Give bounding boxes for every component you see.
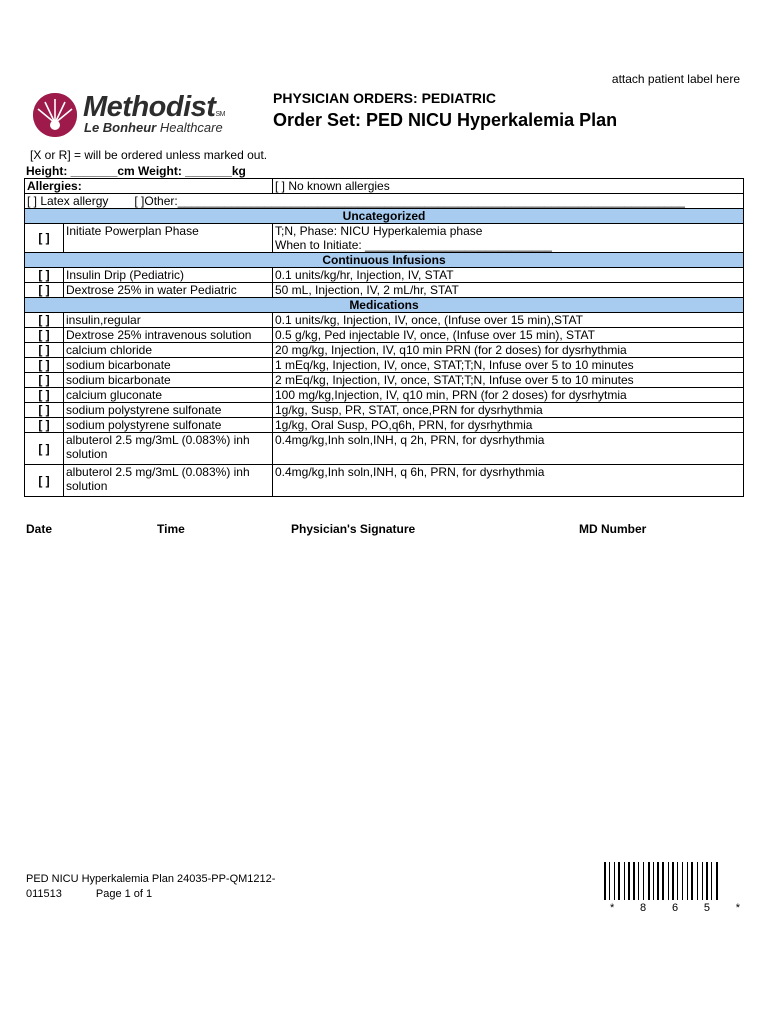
barcode-bar	[716, 862, 718, 900]
table-row	[25, 328, 744, 343]
barcode-char: *	[735, 902, 740, 914]
table-row	[25, 388, 744, 403]
order-checkbox[interactable]: [ ]	[25, 328, 64, 343]
section-medications: Medications	[25, 298, 744, 313]
methodist-emblem-icon	[33, 93, 77, 137]
barcode-bar	[702, 862, 703, 900]
table-row	[25, 343, 744, 358]
barcode-char: *	[610, 902, 615, 914]
page-number: Page 1 of 1	[95, 888, 153, 900]
order-detail: 0.1 units/kg, Injection, IV, once, (Infuse over 15 min),STAT	[273, 313, 744, 328]
barcode-bar	[697, 862, 698, 900]
order-checkbox[interactable]: [ ]	[25, 465, 64, 497]
barcode-bar	[668, 862, 669, 900]
methodist-logo	[33, 93, 263, 141]
order-name: sodium bicarbonate	[64, 358, 273, 373]
order-detail-line: T;N, Phase: NICU Hyperkalemia phase	[275, 224, 483, 238]
order-detail: 1g/kg, Oral Susp, PO,q6h, PRN, for dysrhythmia	[273, 418, 744, 433]
section-continuous-infusions: Continuous Infusions	[25, 253, 744, 268]
order-checkbox[interactable]: [ ]	[25, 268, 64, 283]
table-row	[25, 313, 744, 328]
latex-allergy-checkbox[interactable]: [ ] Latex allergy	[27, 194, 109, 208]
order-name: Insulin Drip (Pediatric)	[64, 268, 273, 283]
allergies-label: Allergies:	[25, 179, 273, 194]
barcode	[604, 862, 744, 900]
order-detail: 0.1 units/kg/hr, Injection, IV, STAT	[273, 268, 744, 283]
legend-text: [X or R] = will be ordered unless marked out.	[30, 148, 268, 162]
barcode-bar	[618, 862, 620, 900]
order-checkbox[interactable]: [ ]	[25, 358, 64, 373]
height-weight-line[interactable]: Height: _______cm Weight: _______kg	[26, 164, 246, 178]
order-checkbox[interactable]: [ ]	[25, 433, 64, 465]
barcode-bar	[624, 862, 625, 900]
date-label: Date	[26, 522, 53, 536]
logo-sm-mark: SM	[215, 111, 225, 118]
order-name: sodium polystyrene sulfonate	[64, 418, 273, 433]
order-detail: 0.5 g/kg, Ped injectable IV, once, (Infuse over 15 min), STAT	[273, 328, 744, 343]
order-checkbox[interactable]: [ ]	[25, 403, 64, 418]
order-detail: 2 mEq/kg, Injection, IV, once, STAT;T;N, Infuse over 5 to 10 minutes	[273, 373, 744, 388]
footer	[26, 872, 275, 902]
allergy-options-row	[25, 194, 744, 209]
order-name: calcium chloride	[64, 343, 273, 358]
barcode-char: 8	[640, 902, 647, 914]
order-detail: 1g/kg, Susp, PR, STAT, once,PRN for dysrhythmia	[273, 403, 744, 418]
logo-primary-text: Methodist	[83, 91, 216, 123]
order-detail: 0.4mg/kg,Inh soln,INH, q 2h, PRN, for dysrhythmia	[273, 433, 744, 465]
order-checkbox[interactable]: [ ]	[25, 418, 64, 433]
barcode-bar	[609, 862, 610, 900]
barcode-bar	[672, 862, 674, 900]
barcode-bar	[638, 862, 639, 900]
barcode-bar	[682, 862, 683, 900]
table-row	[25, 283, 744, 298]
table-row	[25, 268, 744, 283]
order-detail: 0.4mg/kg,Inh soln,INH, q 6h, PRN, for dysrhythmia	[273, 465, 744, 497]
other-allergy-field[interactable]: [ ]Other:____________________________________________________________________________	[134, 194, 685, 208]
order-checkbox[interactable]: [ ]	[25, 343, 64, 358]
order-detail	[273, 224, 744, 253]
table-row	[25, 418, 744, 433]
md-number-label: MD Number	[579, 522, 647, 536]
order-checkbox[interactable]: [ ]	[25, 373, 64, 388]
table-row	[25, 433, 744, 465]
barcode-bar	[614, 862, 615, 900]
barcode-bar	[648, 862, 650, 900]
table-row	[25, 358, 744, 373]
barcode-bar	[604, 862, 606, 900]
order-detail: 100 mg/kg,Injection, IV, q10 min, PRN (for 2 doses) for dysrhytmia	[273, 388, 744, 403]
barcode-bar	[687, 862, 688, 900]
order-name: Dextrose 25% intravenous solution	[64, 328, 273, 343]
barcode-bar	[633, 862, 635, 900]
order-detail: 1 mEq/kg, Injection, IV, once, STAT;T;N, Infuse over 5 to 10 minutes	[273, 358, 744, 373]
order-name: insulin,regular	[64, 313, 273, 328]
time-label: Time	[157, 522, 185, 536]
table-row	[25, 403, 744, 418]
order-name: sodium polystyrene sulfonate	[64, 403, 273, 418]
no-known-allergies-checkbox[interactable]: [ ] No known allergies	[273, 179, 744, 194]
order-name: sodium bicarbonate	[64, 373, 273, 388]
table-row	[25, 224, 744, 253]
table-row	[25, 465, 744, 497]
order-detail: 20 mg/kg, Injection, IV, q10 min PRN (for 2 doses) for dysrhythmia	[273, 343, 744, 358]
order-name: Initiate Powerplan Phase	[64, 224, 273, 253]
order-name: albuterol 2.5 mg/3mL (0.083%) inh solution	[64, 465, 273, 497]
footer-form-title: PED NICU Hyperkalemia Plan 24035-PP-QM1212-	[26, 873, 276, 885]
table-row	[25, 373, 744, 388]
barcode-bar	[711, 862, 712, 900]
order-name: calcium gluconate	[64, 388, 273, 403]
order-checkbox[interactable]: [ ]	[25, 313, 64, 328]
barcode-bar	[677, 862, 678, 900]
order-table	[24, 178, 744, 497]
barcode-bar	[691, 862, 693, 900]
barcode-char: 5	[703, 902, 710, 914]
barcode-bar	[706, 862, 708, 900]
when-to-initiate-field[interactable]: When to Initiate: ____________________________	[275, 238, 552, 252]
footer-form-code: 011513	[26, 888, 62, 900]
order-checkbox[interactable]: [ ]	[25, 224, 64, 253]
order-set-title: Order Set: PED NICU Hyperkalemia Plan	[273, 110, 618, 130]
barcode-text	[610, 902, 740, 914]
order-name: Dextrose 25% in water Pediatric	[64, 283, 273, 298]
barcode-char: 6	[671, 902, 679, 914]
order-checkbox[interactable]: [ ]	[25, 388, 64, 403]
attach-label: attach patient label here	[611, 72, 740, 86]
barcode-bar	[657, 862, 659, 900]
order-detail: 50 mL, Injection, IV, 2 mL/hr, STAT	[273, 283, 744, 298]
barcode-bar	[653, 862, 654, 900]
logo-secondary-bold: Le Bonheur	[84, 120, 157, 135]
order-name: albuterol 2.5 mg/3mL (0.083%) inh solution	[64, 433, 273, 465]
order-checkbox[interactable]: [ ]	[25, 283, 64, 298]
barcode-bar	[628, 862, 630, 900]
barcode-bar	[643, 862, 644, 900]
orders-title: PHYSICIAN ORDERS: PEDIATRIC	[273, 90, 496, 106]
physician-signature-label: Physician's Signature	[291, 522, 416, 536]
barcode-bar	[662, 862, 664, 900]
logo-secondary-text: Healthcare	[156, 120, 223, 135]
section-uncategorized: Uncategorized	[25, 209, 744, 224]
